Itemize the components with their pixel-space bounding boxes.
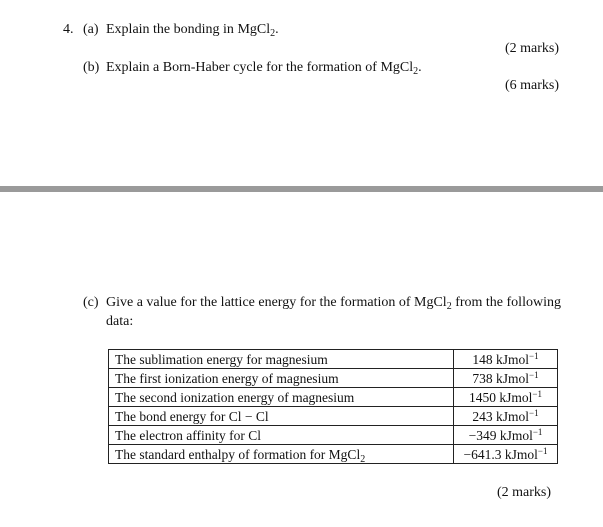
row-value: −349 kJmol$^{-1}$ [454,426,558,445]
part-b-question: Explain a Born-Haber cycle for the formation of MgCl$_2$. [106,60,422,77]
part-a-formula: MgCl$_2$ [237,22,276,39]
table-row [109,350,558,369]
table-row [109,426,558,445]
part-b-label: (b) [83,60,100,75]
table-row [109,369,558,388]
row-value: 738 kJmol$^{-1}$ [454,369,558,388]
part-b-marks: (6 marks) [504,78,559,93]
data-table [108,349,558,464]
part-c-question-line2: data: [106,314,134,329]
part-a-question: Explain the bonding in MgCl$_2$. [106,22,279,39]
question-number: 4. [63,22,74,37]
part-c-text: Give a value for the lattice energy for the formation of [106,295,411,310]
row-value: 148 kJmol$^{-1}$ [454,350,558,369]
row-value: 1450 kJmol$^{-1}$ [454,388,558,407]
part-c-marks: (2 marks) [496,485,551,500]
row-label: The bond energy for Cl − Cl [109,407,454,426]
table-row [109,388,558,407]
row-label: The electron affinity for Cl [109,426,454,445]
part-c-text-end: from the following [455,295,561,310]
part-b-formula: MgCl$_2$ [380,60,419,77]
page-divider [0,186,603,192]
row-label: The standard enthalpy of formation for MgCl$_2$ [109,445,454,464]
part-a-label: (a) [83,22,99,37]
table-row [109,445,558,464]
row-label: The sublimation energy for magnesium [109,350,454,369]
part-c-formula: MgCl$_2$ [414,295,452,312]
table-row [109,407,558,426]
part-c-question-line1 [106,295,561,311]
row-label: The second ionization energy of magnesium [109,388,454,407]
row-value: −641.3 kJmol$^{-1}$ [454,445,558,464]
part-b-text: Explain a Born-Haber cycle for the formation of [106,60,377,75]
part-a-text: Explain the bonding in [106,22,234,37]
row-label: The first ionization energy of magnesium [109,369,454,388]
part-c-label: (c) [83,295,99,310]
part-a-marks: (2 marks) [504,41,559,56]
row-value: 243 kJmol$^{-1}$ [454,407,558,426]
